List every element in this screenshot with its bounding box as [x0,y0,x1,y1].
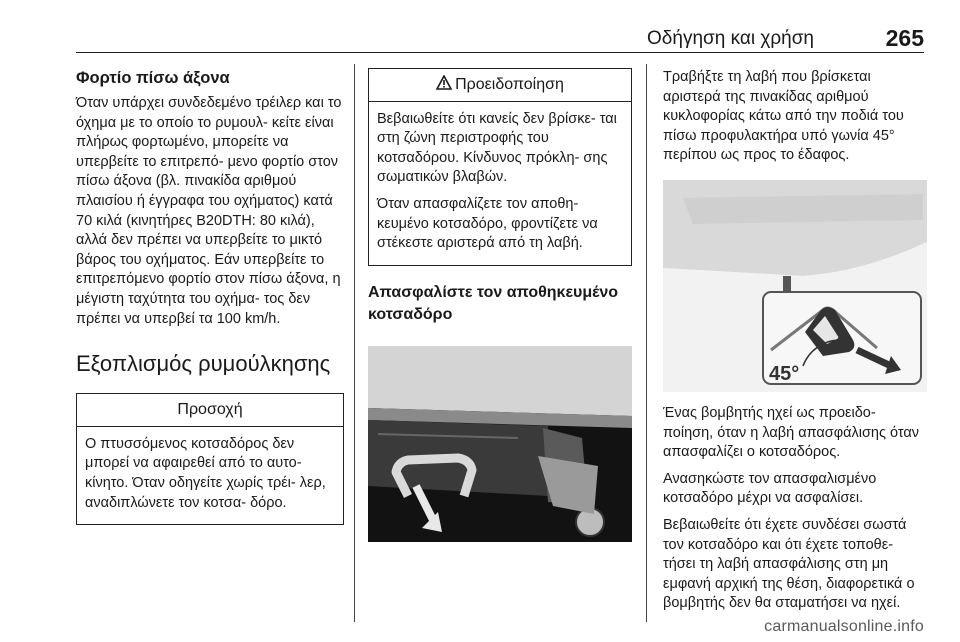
column-divider [354,64,355,622]
check-connection-paragraph: Βεβαιωθείτε ότι έχετε συνδέσει σωστά τον κοτσαδόρο και ότι έχετε τοποθε- τήσει τη λαβή απασφάλισης στη μη εμφανή αρχική της θέση, διαφορετικά ο βομβητής δεν θα σταματήσει να ηχεί. [663,516,915,612]
watermark-text: carmanualsonline.info [764,618,924,635]
rear-axle-paragraph: Όταν υπάρχει συνδεδεμένο τρέιλερ και το όχημα με το οποίο το ρυμουλ- κείτε είναι πλήρως φορτωμένο, μπορείτε να υπερβείτε το επιτρεπό- μενο φορτίο στον πίσω άξονα (βλ. πινακίδα αριθμού πλαισίου ή έγγραφα του οχήματος) κατά 70 κιλά (κινητήρες B20DTH: 80 κιλά), αλλά δεν πρέπει να υπερβείτε το μικτό βάρος του οχήματος. Εάν υπερβείτε το επιτρεπόμενο φορτίο στον πίσω άξονα, η μέγιστη ταχύτητα του οχήμα- τος δεν πρέπει να υπερβεί τα 100 km/h. [76,95,342,327]
page-header [76,14,924,54]
warning-title: Προειδοποίηση [455,76,564,93]
release-handle-illustration [663,180,927,392]
header-rule [76,52,924,53]
page-number: 265 [885,25,924,51]
subheading-unlock-tow-bar: Απασφαλίστε τον αποθηκευμένο κοτσαδόρο [368,283,619,323]
warning-paragraph-2: Όταν απασφαλίζετε τον αποθη- κευμένο κοτσαδόρο, φροντίζετε να στέκεστε αριστερά από τη λαβή. [377,195,598,252]
angle-label: 45° [769,362,800,385]
caution-box [76,393,344,525]
column-right [663,68,927,621]
caution-title: Προσοχή [77,394,343,427]
pull-handle-paragraph: Τραβήξτε τη λαβή που βρίσκεται αριστερά της πινακίδας αριθμού κυκλοφορίας κάτω από την ποδιά του πίσω προφυλακτήρα υπό γωνία 45° περίπου ως προς το έδαφος. [663,69,904,164]
column-left [76,68,344,535]
caution-text: Ο πτυσσόμενος κοτσαδόρος δεν μπορεί να αφαιρεθεί από το αυτο- κίνητο. Όταν οδηγείτε χωρίς τρέι- λερ, αναδιπλώνετε τον κοτσα- δόρο. [85,435,326,511]
warning-paragraph-1: Βεβαιωθείτε ότι κανείς δεν βρίσκε- ται στη ζώνη περιστροφής του κοτσαδόρου. Κίνδυνος πρόκλη- σης σωματικών βλαβών. [377,110,617,186]
lift-tow-bar-paragraph: Ανασηκώστε τον απασφαλισμένο κοτσαδόρο μέχρι να ασφαλίσει. [663,470,877,507]
warning-triangle-icon [436,75,452,90]
buzzer-paragraph: Ένας βομβητής ηχεί ως προειδο- ποίηση, όταν η λαβή απασφάλισης όταν απασφαλίζει ο κοτσαδόρος. [663,404,920,461]
warning-header [369,69,631,102]
warning-box [368,68,632,266]
section-heading-towing-equipment: Εξοπλισμός ρυμούλκησης [76,351,331,377]
section-heading-rear-axle-load: Φορτίο πίσω άξονα [76,69,230,87]
column-divider [646,64,647,622]
tow-bar-handle-illustration [368,346,632,542]
column-middle [368,68,632,542]
page-header-title: Οδήγηση και χρήση [647,28,814,49]
